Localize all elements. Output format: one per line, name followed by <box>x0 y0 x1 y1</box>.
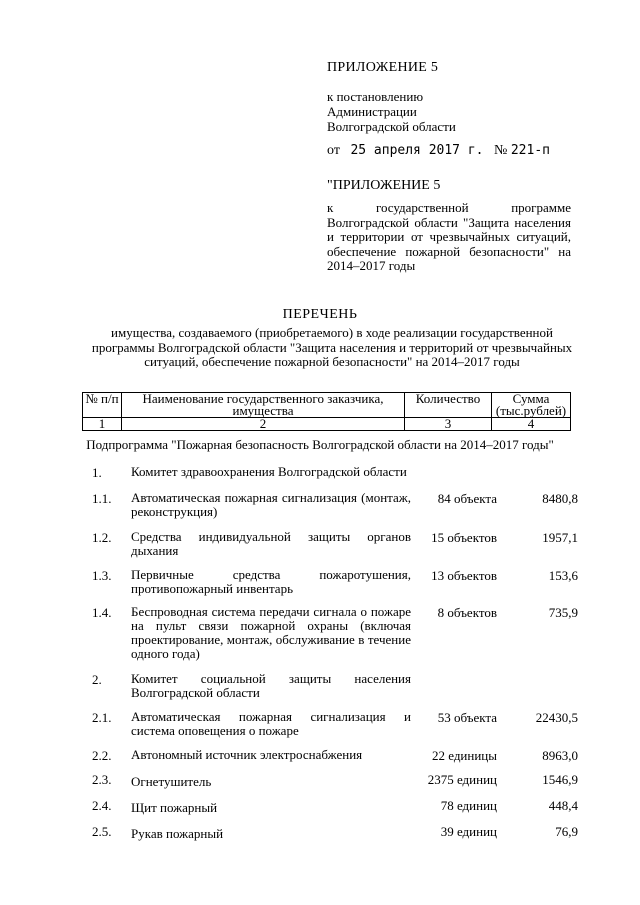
index-3: 3 <box>405 418 492 431</box>
header-col-num: № п/п <box>83 393 122 418</box>
row-number: 2.4. <box>92 798 112 813</box>
list-subtitle: имущества, создаваемого (приобретаемого) в ходе реализации государственной программы Волгоградской области "Защита населения и территорий от чрезвычайных ситуаций, обеспечение пожарной безопасности" на 2014–2017 годы <box>91 325 573 369</box>
row-name: Комитет здравоохранения Волгоградской области <box>131 464 407 479</box>
row-name: Комитет социальной защиты населения Волгоградской области <box>131 671 411 700</box>
row-number: 2.1. <box>92 710 112 725</box>
document-date-line <box>327 143 550 159</box>
index-4: 4 <box>492 418 571 431</box>
appendix-to-line-2: Администрации <box>327 104 417 119</box>
row-sum: 76,9 <box>555 824 578 839</box>
header-col-sum: Сумма (тыс.рублей) <box>492 393 571 418</box>
row-name: Средства индивидуальной защиты органов дыхания <box>131 529 411 558</box>
row-name: Автоматическая пожарная сигнализация (монтаж, реконструкция) <box>131 490 411 519</box>
row-name: Огнетушитель <box>131 774 212 789</box>
row-sum: 22430,5 <box>535 710 578 725</box>
row-quantity: 22 единицы <box>431 748 497 763</box>
row-quantity: 2375 единиц <box>427 772 497 787</box>
table-header <box>82 392 571 431</box>
table-index-row <box>83 418 571 431</box>
row-number: 2. <box>92 672 102 687</box>
row-name: Первичные средства пожаротушения, противопожарный инвентарь <box>131 567 411 596</box>
row-name: Щит пожарный <box>131 800 218 815</box>
appendix2-title: "ПРИЛОЖЕНИЕ 5 <box>327 178 441 193</box>
row-sum: 8480,8 <box>542 491 578 506</box>
header-col-qty: Количество <box>405 393 492 418</box>
appendix-to-line-3: Волгоградской области <box>327 119 456 134</box>
table-header-row <box>83 393 571 418</box>
header-col-name: Наименование государственного заказчика, имущества <box>122 393 405 418</box>
row-sum: 8963,0 <box>542 748 578 763</box>
row-number: 1.3. <box>92 568 112 583</box>
row-quantity: 53 объекта <box>437 710 497 725</box>
row-number: 2.3. <box>92 772 112 787</box>
row-name: Автономный источник электроснабжения <box>131 747 363 762</box>
subprogram-title: Подпрограмма "Пожарная безопасность Волгоградской области на 2014–2017 годы" <box>86 437 554 452</box>
program-reference: к государственной программе Волгоградской области "Защита населения и территории от чрезвычайных ситуаций, обеспечение пожарной безопасности" на 2014–2017 годы <box>327 200 571 273</box>
row-sum: 153,6 <box>548 568 578 583</box>
index-1: 1 <box>83 418 122 431</box>
row-number: 2.5. <box>92 824 112 839</box>
row-name: Автоматическая пожарная сигнализация и система оповещения о пожаре <box>131 709 411 738</box>
row-number: 1.2. <box>92 530 112 545</box>
row-sum: 735,9 <box>548 605 578 620</box>
row-quantity: 39 единиц <box>440 824 497 839</box>
row-name: Рукав пожарный <box>131 826 224 841</box>
row-quantity: 84 объекта <box>437 491 497 506</box>
appendix-title: ПРИЛОЖЕНИЕ 5 <box>327 60 439 75</box>
row-number: 1.1. <box>92 491 112 506</box>
row-number: 2.2. <box>92 748 112 763</box>
row-quantity: 15 объектов <box>431 530 497 545</box>
row-number: 1. <box>92 465 102 480</box>
row-quantity: 13 объектов <box>431 568 497 583</box>
document-date: 25 апреля 2017 г. <box>350 143 484 158</box>
row-sum: 448,4 <box>548 798 578 813</box>
date-prefix: от <box>327 143 340 158</box>
document-number: 221-п <box>510 143 550 158</box>
appendix-to-line-1: к постановлению <box>327 89 424 104</box>
row-sum: 1957,1 <box>542 530 578 545</box>
row-quantity: 78 единиц <box>440 798 497 813</box>
number-prefix: № <box>494 143 508 158</box>
list-heading: ПЕРЕЧЕНЬ <box>282 307 358 322</box>
row-sum: 1546,9 <box>542 772 578 787</box>
row-number: 1.4. <box>92 605 112 620</box>
row-quantity: 8 объектов <box>437 605 497 620</box>
row-name: Беспроводная система передачи сигнала о пожаре на пульт связи пожарной охраны (включая проектирование, монтаж, обслуживание в течение одного года) <box>131 604 411 661</box>
index-2: 2 <box>122 418 405 431</box>
